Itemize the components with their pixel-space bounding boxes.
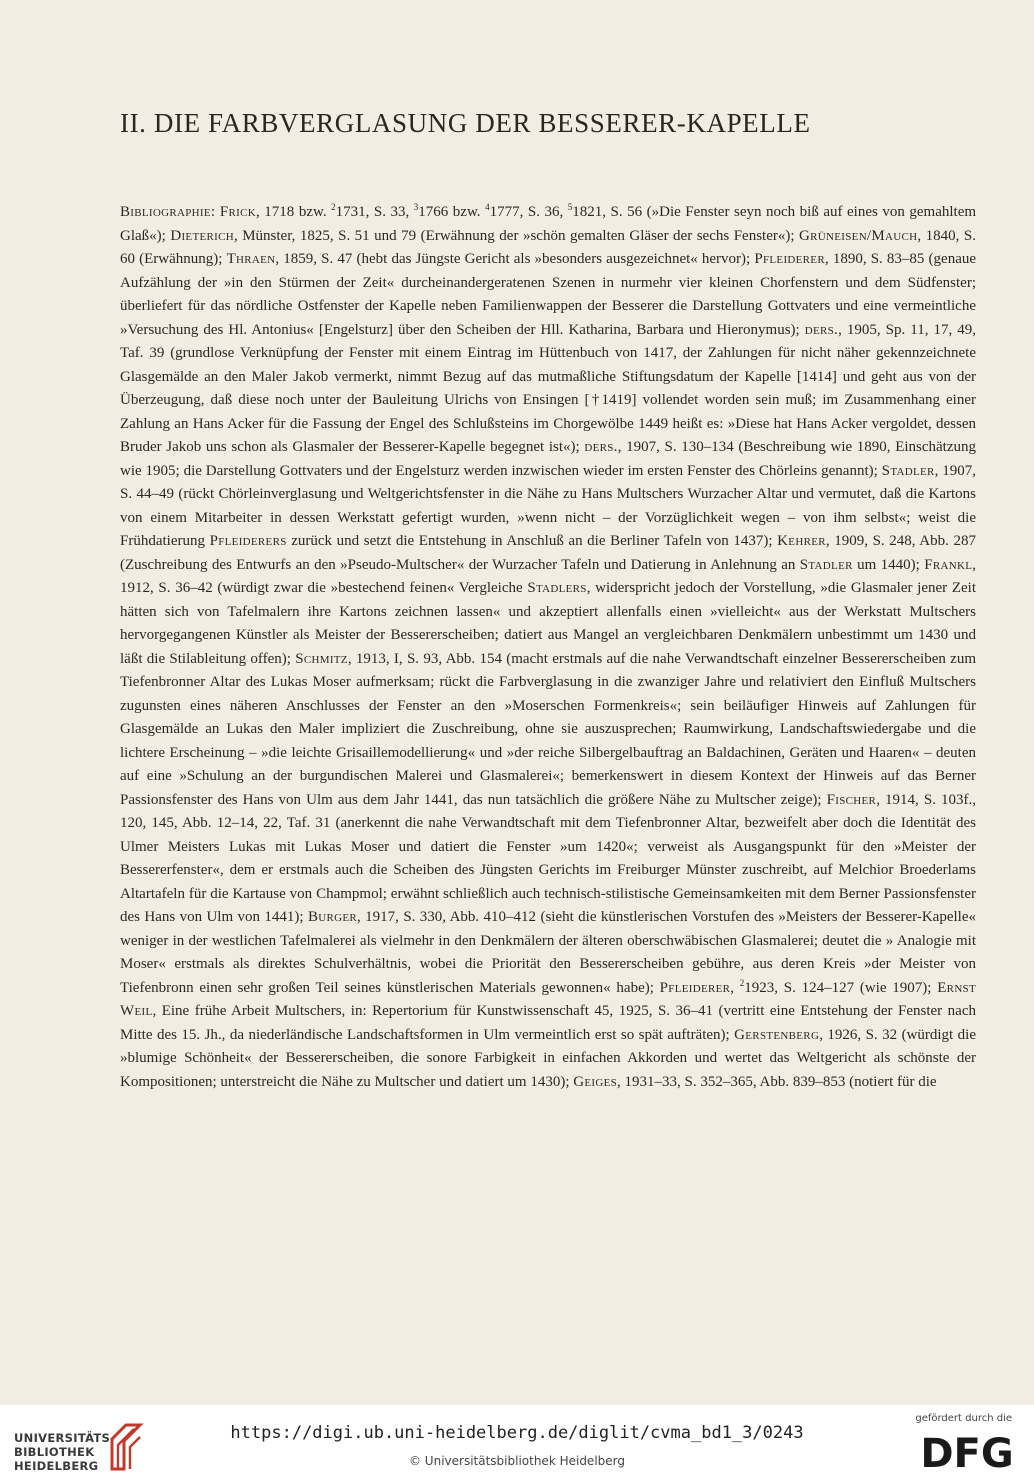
edition-superscript: 2 (331, 202, 336, 212)
author-name: Frick (219, 204, 257, 220)
text-run: , Eine frühe Arbeit Multschers, in: Repertorium für Kunstwissenschaft 45, 1925, S. 36–41 (vertritt eine Entstehung der Fenster nach Mitte des 15. Jh., da niederländische Landschaftsformen in Ulm vermeintlich erst so spät aufträten); (120, 1003, 976, 1043)
text-run: , 1926, S. 32 (würdigt die »blumige Schönheit« der Bessererscheiben, die sonore Farbigkeit in einfachen Akkorden und wertet das Weltgericht als schönste der Kompositionen; unterstreicht die Nähe zu Multscher und datiert um 1430); (120, 1026, 976, 1090)
author-name: Geiges (573, 1073, 618, 1090)
logo-line: BIBLIOTHEK (14, 1445, 95, 1459)
text-run: 1821, S. 56 (»Die Fenster seyn noch biß auf eines von gemahltem Glaß«); (120, 204, 977, 244)
author-name: Bibliographie: (120, 204, 216, 220)
text-run: zurück und setzt die Entstehung in Anschluß an die Berliner Tafeln von 1437); (286, 533, 778, 549)
author-name: Ernst Weil (120, 979, 976, 1019)
author-name: Frankl (924, 556, 973, 573)
author-name: Stadler (881, 462, 935, 479)
author-name: Pfleiderers (209, 533, 287, 549)
author-name: Stadler (799, 556, 853, 573)
text-run: , 1912, S. 36–42 (würdigt zwar die »bestechend feinen« Vergleiche (120, 556, 976, 596)
permalink-url[interactable]: https://digi.ub.uni-heidelberg.de/diglit/cvma_bd1_3/0243 (230, 1423, 804, 1443)
text-run: , 1840, S. 60 (Erwähnung); (120, 227, 977, 267)
text-run: um 1440); (852, 556, 925, 573)
author-name: Schmitz (295, 650, 348, 667)
dfg-logo-icon[interactable] (918, 1429, 1016, 1473)
author-name: Burger (307, 909, 358, 925)
author-name: Gerstenberg (734, 1026, 820, 1043)
page-title: II. DIE FARBVERGLASUNG DER BESSERER-KAPELLE (120, 108, 811, 138)
author-name: Stadlers (527, 580, 587, 596)
text-run: 1731, S. 33, (335, 204, 414, 220)
edition-superscript: 2 (739, 977, 745, 988)
funding-note: gefördert durch die (915, 1413, 1012, 1424)
text-run: , 1913, I, S. 93, Abb. 154 (macht erstmals auf die nahe Verwandtschaft einzelner Bessererscheiben zum Tiefenbronner Altar des Lukas Moser aufmerksam; rückt die Farbverglasung in die zwanziger Jahre und relativiert den Einfluß Multschers zugunsten eines näheren Anschlusses der Fenster an den »Moserschen Formenkreis«; sein beiläufiger Hinweis auf Zahlungen für Glasgemälde an Lukas den Maler impliziert die Zuschreibung, ohne sie auszusprechen; Raumwirkung, Landschaftswiedergabe und die lichtere Erscheinung – »die leichte Grisaillemodellierung« und »der reiche Silbergelbauftrag an Baldachinen, Geräten und Haaren« – deuten auf eine »Schulung an der burgundischen Malerei und Glasmalerei«; bemerkenswert in diesem Kontext der Hinweis auf das Berner Passionsfenster des Hans von Ulm aus dem Jahr 1441, das nun tatsächlich die größere Nähe zu Multscher zeige); (120, 650, 976, 808)
text-run: 1766 bzw. (418, 204, 486, 220)
text-run: , 1859, S. 47 (hebt das Jüngste Gericht als »besonders ausgezeichnet« hervor); (275, 251, 755, 267)
edition-superscript: 5 (567, 202, 573, 212)
text-run: , 1890, S. 83–85 (genaue Aufzählung der »in den Stürmen der Zeit« durcheinandergeratenen Szenen in nurmehr vier kleinen Chorfenstern und dem Südfenster; überliefert für das nördliche Ostfenster der Kapelle neben Familienwappen der Besserer die Darstellung Gottvaters und eine vermeintliche »Versuchung des Hl. Antonius« [Engelsturz] über den Scheiben der Hll. Katharina, Barbara und Hieronymus); (120, 251, 977, 338)
text-run: 1923, S. 124–127 (wie 1907); (744, 979, 938, 996)
author-name: Thraen (226, 251, 276, 267)
edition-superscript: 4 (485, 202, 490, 212)
text-run: , 1931–33, S. 352–365, Abb. 839–853 (notiert für die (617, 1073, 937, 1090)
text-run: , 1718 bzw. (256, 204, 332, 220)
text-run: , 1907, S. 130–134 (Beschreibung wie 1890, Einschätzung wie 1905; die Darstellung Gottvaters und der Engelsturz werden inzwischen wieder im ersten Fenster des Chörleins genannt); (120, 439, 977, 479)
viewer-footer (0, 1405, 1034, 1481)
bibliography-paragraph (120, 201, 976, 1094)
text-run: , 1907, S. 44–49 (rückt Chörleinverglasung und Weltgerichtsfenster in die Nähe zu Hans Multschers Wurzacher Altar und vermutet, daß die Kartons von einem Mitarbeiter in dessen Werkstatt gefertigt wurden, »wenn nicht – der Vorzüglichkeit wegen – von ihm selbst«; weist die Frühdatierung (120, 462, 977, 549)
text-run: , 1914, S. 103f., 120, 145, Abb. 12–14, 22, Taf. 31 (anerkennt die nahe Verwandtschaft mit dem Tiefenbronner Altar, bezweifelt aber doch die Identität des Ulmer Meisters Lukas mit Lukas Moser und datiert die Fenster »um 1420«; verweist als Ausgangspunkt für den »Meister der Bessererfenster«, dem er erstmals auch die Scheiben des Jüngsten Gerichts im Freiburger Münster zuschreibt, auf Melchior Broederlams Altartafeln für die Kartause von Champmol; erwähnt schließlich auch technisch-stilistische Gemeinsamkeiten mit dem Berner Passionsfenster des Hans von Ulm von 1441); (120, 791, 977, 925)
text-run: , widerspricht jedoch der Vorstellung, »die Glasmaler jener Zeit hätten sich von Tafelmalern ihre Kartons zeichnen lassen« und akzeptiert allenfalls einen »vielleicht« aus der Werkstatt Multschers hervorgegangenen Künstler als Meister der Bessererscheiben; datiert aus Mangel an vergleichbaren Denkmälern unbestimmt um 1430 und läßt die Stilableitung offen); (120, 580, 976, 667)
text-run: , 1909, S. 248, Abb. 287 (Zuschreibung des Entwurfs an den »Pseudo-Multscher« der Wurzacher Tafeln und Datierung in Anlehnung an (120, 533, 976, 573)
author-name: Dieterich (170, 227, 234, 244)
logo-line: HEIDELBERG (14, 1459, 99, 1473)
edition-superscript: 3 (413, 202, 419, 212)
text-run: , 1905, Sp. 11, 17, 49, Taf. 39 (grundlose Verknüpfung der Fenster mit einem Eintrag im Hüttenbuch von 1417, der Zahlungen für nicht näher gekennzeichnete Glasgemälde an den Maler Jakob vermerkt, nimmt Bezug auf das mutmaßliche Stiftungsdatum der Kapelle [1414] und geht aus von der Überzeugung, daß diese noch unter der Bauleitung Ulrichs von Ensingen [†1419] vollendet worden sein muß; im Zusammenhang einer Zahlung an Hans Acker für die Fassung der Engel des Schlußsteins im Chorgewölbe 1449 heißt es: »Diese hat Hans Acker vergoldet, dessen Bruder Jakob uns schon als Glasmaler der Besserer-Kapelle begegnet ist«); (120, 321, 976, 455)
logo-line: UNIVERSITÄTS- (14, 1431, 116, 1445)
dfg-logo-text: DFG (920, 1431, 1014, 1473)
author-name: Grüneisen/Mauch (799, 227, 918, 244)
author-name: Pfleiderer (754, 251, 825, 267)
author-name: Kehrer (777, 533, 826, 549)
author-name: ders. (584, 439, 618, 455)
text-run: , Münster, 1825, S. 51 und 79 (Erwähnung der »schön gemalten Gläser der sechs Fenster«); (233, 227, 800, 244)
author-name: Fischer (826, 791, 877, 808)
text-run: 1777, S. 36, (489, 204, 568, 220)
text-run: , 1917, S. 330, Abb. 410–412 (sieht die künstlerischen Vorstufen des »Meisters der Besserer-Kapelle« weniger in der westlichen Tafelmalerei als vielmehr in den Denkmälern der älteren oberschwäbischen Glasmalerei; deutet die » Analogie mit Moser« erstmals als direktes Schulverhältnis, wobei die Priorität den Bessererscheiben gebühre, aus deren Kreis »der Meister von Tiefenbronn einen sehr großen Teil seines künstlerischen Materials gewonnen« habe); (120, 909, 976, 996)
text-run: , (730, 979, 740, 996)
author-name: ders. (804, 321, 839, 338)
copyright-notice: © Universitätsbibliothek Heidelberg (408, 1454, 625, 1468)
author-name: Pfleiderer (659, 979, 731, 996)
